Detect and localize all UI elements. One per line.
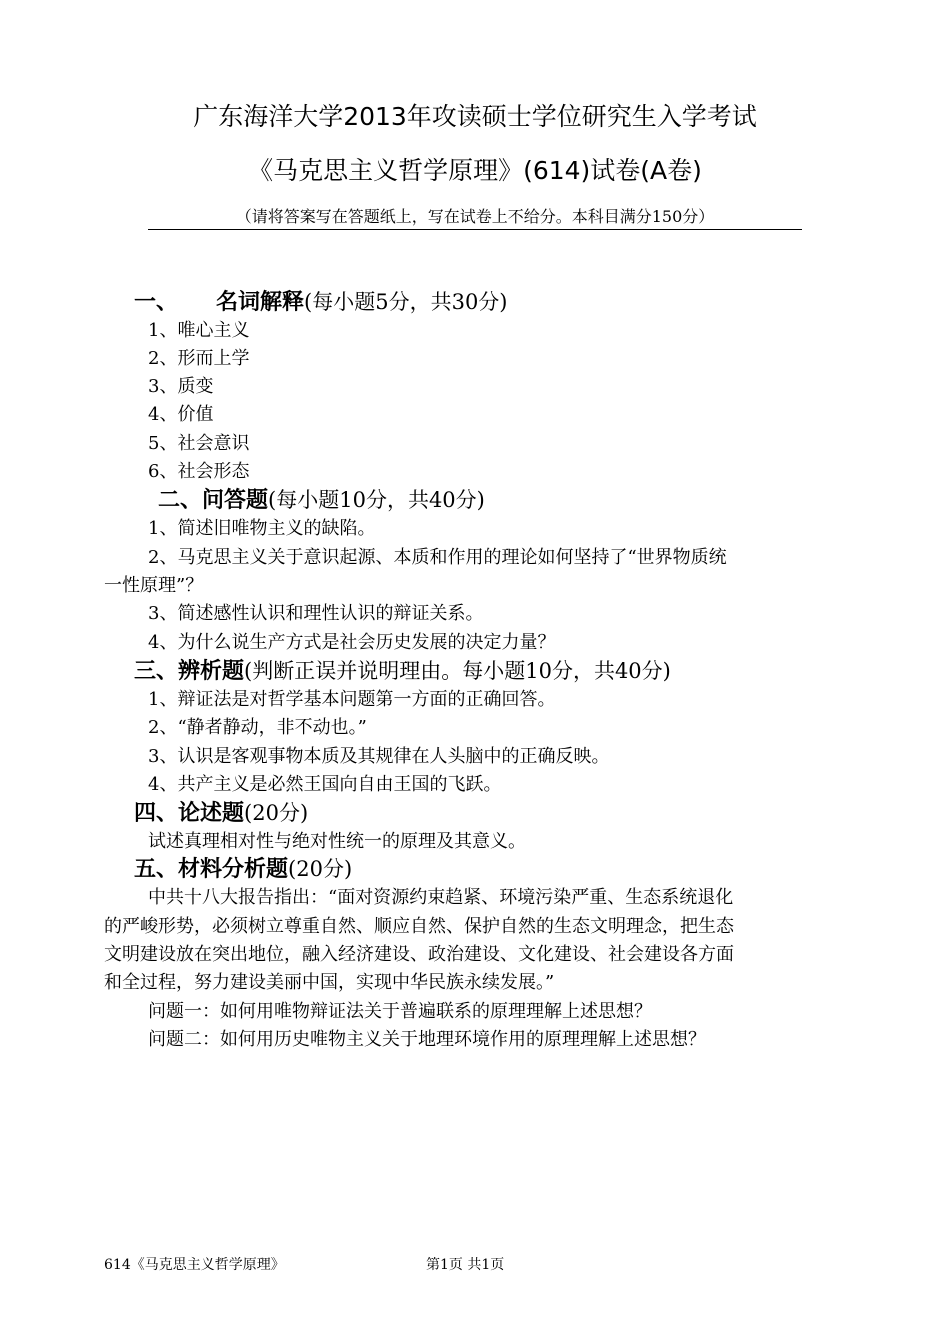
list-item: 2、马克思主义关于意识起源、本质和作用的理论如何坚持了“世界物质统 [148,547,727,568]
question-line: 问题一：如何用唯物辩证法关于普遍联系的原理理解上述思想？ [148,1001,652,1022]
paragraph-line: 文明建设放在突出地位，融入经济建设、政治建设、文化建设、社会建设各方面 [104,944,734,965]
section-title: 问答题 [202,488,269,513]
paper-title: 《马克思主义哲学原理》(614)试卷(A卷) [248,156,702,185]
list-item: 4、共产主义是必然王国向自由王国的飞跃。 [148,774,502,795]
section-title: 名词解释 [216,290,305,315]
list-item: 一性原理”？ [104,575,204,596]
list-item: 3、质变 [148,376,214,397]
section-detail: (20分) [288,857,353,881]
section-number: 四、 [134,801,179,826]
section-number: 一、 [134,290,179,315]
list-item: 1、简述旧唯物主义的缺陷。 [148,518,376,539]
section-heading-1 [134,287,508,318]
paragraph-line: 的严峻形势，必须树立尊重自然、顺应自然、保护自然的生态文明理念，把生态 [104,916,734,937]
section-title: 材料分析题 [178,857,289,882]
section-detail: (判断正误并说明理由。每小题10分，共40分) [244,659,671,683]
section-heading-4 [134,798,308,829]
exam-title: 广东海洋大学2013年攻读硕士学位研究生入学考试 [193,102,757,131]
paragraph-line: 和全过程，努力建设美丽中国，实现中华民族永续发展。” [104,972,555,993]
footer-page-number: 第1页 共1页 [426,1257,505,1273]
section-detail: (20分) [244,801,309,825]
section-number: 二、 [158,488,203,513]
section-title: 辨析题 [178,659,245,684]
section-heading-2 [158,485,485,516]
list-item: 6、社会形态 [148,461,250,482]
section-detail: (每小题5分，共30分) [304,290,508,314]
list-item: 2、“静者静动，非不动也。” [148,717,367,738]
list-item: 1、唯心主义 [148,320,250,341]
list-item: 试述真理相对性与绝对性统一的原理及其意义。 [148,831,526,852]
section-heading-5 [134,854,352,885]
list-item: 1、辩证法是对哲学基本问题第一方面的正确回答。 [148,689,556,710]
list-item: 5、社会意识 [148,433,250,454]
question-line: 问题二：如何用历史唯物主义关于地理环境作用的原理理解上述思想？ [148,1029,706,1050]
section-heading-3 [134,656,671,687]
paragraph-line: 中共十八大报告指出：“面对资源约束趋紧、环境污染严重、生态系统退化 [148,887,734,908]
list-item: 4、为什么说生产方式是社会历史发展的决定力量？ [148,632,556,653]
list-item: 3、认识是客观事物本质及其规律在人头脑中的正确反映。 [148,746,610,767]
footer-course: 614《马克思主义哲学原理》 [104,1257,285,1273]
list-item: 4、价值 [148,404,214,425]
list-item: 2、形而上学 [148,348,250,369]
section-number: 五、 [134,857,179,882]
list-item: 3、简述感性认识和理性认识的辩证关系。 [148,603,484,624]
section-detail: (每小题10分，共40分) [268,488,485,512]
section-number: 三、 [134,659,179,684]
section-title: 论述题 [178,801,245,826]
answer-instruction: （请将答案写在答题纸上，写在试卷上不给分。本科目满分150分） [148,205,802,230]
